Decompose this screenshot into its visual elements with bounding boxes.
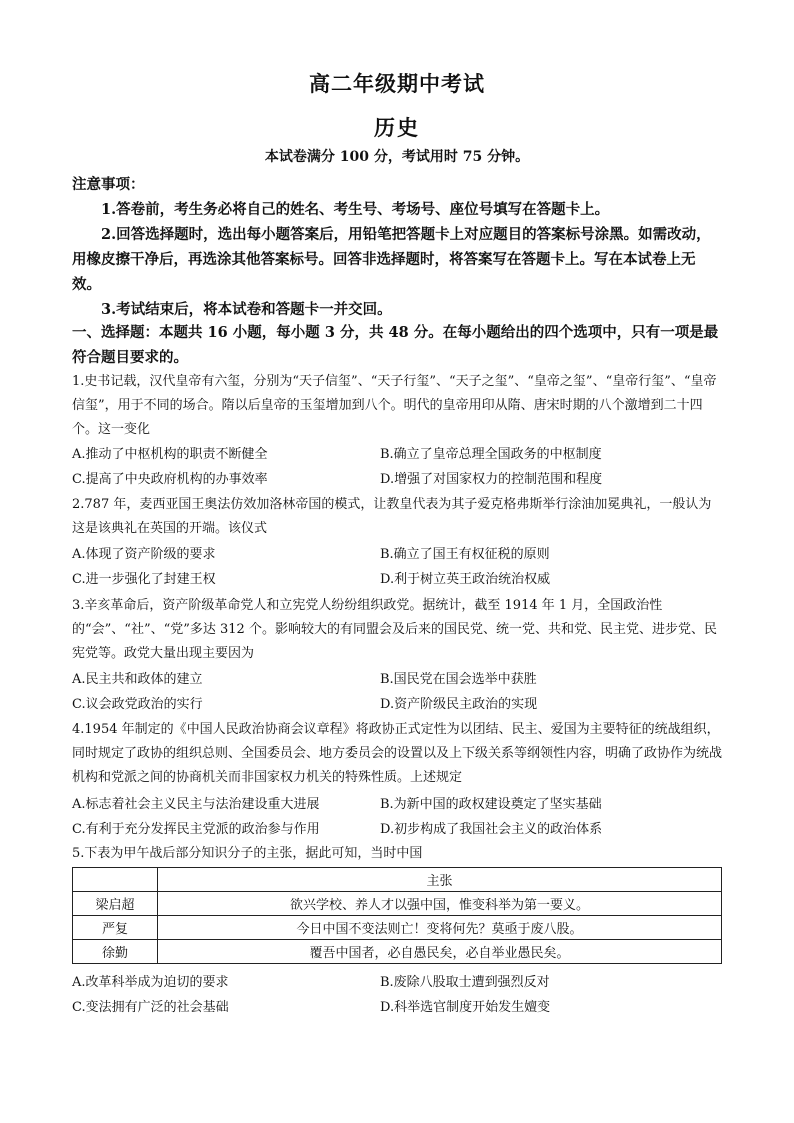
question-3-option-a: A.民主共和政体的建立 bbox=[72, 672, 203, 687]
table-cell-opinion: 今日中国不变法则亡！变将何先？莫亟于废八股。 bbox=[158, 916, 722, 940]
table-row bbox=[73, 916, 722, 940]
question-5-option-d: D.科举选官制度开始发生嬗变 bbox=[380, 1000, 551, 1015]
table-cell-person: 严复 bbox=[73, 916, 158, 940]
question-2-option-c: C.进一步强化了封建王权 bbox=[72, 572, 216, 587]
question-2-option-d: D.利于树立英王政治统治权威 bbox=[380, 572, 551, 587]
question-2-stem: 2.787 年，麦西亚国王奥法仿效加洛林帝国的模式，让教皇代表为其子爱克格弗斯举行涂油加冕典礼，一般认为这是该典礼在英国的开端。该仪式 bbox=[72, 497, 712, 536]
question-2-option-b: B.确立了国王有权征税的原则 bbox=[380, 547, 550, 562]
table-header-cell bbox=[73, 868, 158, 892]
question-5-stem: 5.下表为甲午战后部分知识分子的主张，据此可知，当时中国 bbox=[72, 846, 423, 861]
table-header-cell: 主张 bbox=[158, 868, 722, 892]
question-4-stem: 4.1954 年制定的《中国人民政治协商会议章程》将政协正式定性为以团结、民主、爱国为主要特征的统战组织，同时规定了政协的组织总则、全国委员会、地方委员会的设置以及上下级关系等纲领性内容，明确了政协作为统战机构和党派之间的协商机关而非国家权力机关的特殊性质。上述规定 bbox=[72, 722, 723, 785]
question-5-option-a: A.改革科举成为迫切的要求 bbox=[72, 975, 229, 990]
section-heading: 一、选择题：本题共 16 小题，每小题 3 分，共 48 分。在每小题给出的四个选项中，只有一项是最符合题目要求的。 bbox=[72, 324, 719, 366]
exam-info: 本试卷满分 100 分，考试用时 75 分钟。 bbox=[264, 149, 530, 165]
question-1-stem: 1.史书记载，汉代皇帝有六玺，分别为“天子信玺”、“天子行玺”、“天子之玺”、“皇帝之玺”、“皇帝行玺”、“皇帝信玺”，用于不同的场合。隋以后皇帝的玉玺增加到八个。明代的皇帝用印从隋、唐宋时期的八个激增到二十四个。这一变化 bbox=[72, 374, 717, 437]
question-2-option-a: A.体现了资产阶级的要求 bbox=[72, 547, 216, 562]
table-cell-opinion: 欲兴学校、养人才以强中国，惟变科举为第一要义。 bbox=[158, 892, 722, 916]
question-5-table bbox=[72, 867, 722, 964]
question-5-option-c: C.变法拥有广泛的社会基础 bbox=[72, 1000, 229, 1015]
table-row bbox=[73, 940, 722, 964]
notes-heading: 注意事项： bbox=[72, 176, 145, 193]
question-5-option-b: B.废除八股取士遭到强烈反对 bbox=[380, 975, 550, 990]
question-1-option-c: C.提高了中央政府机构的办事效率 bbox=[72, 472, 268, 487]
subject-title: 历史 bbox=[374, 115, 420, 140]
table-header-row bbox=[73, 868, 722, 892]
question-1-option-d: D.增强了对国家权力的控制范围和程度 bbox=[380, 472, 603, 487]
note-item-3: 3.考试结束后，将本试卷和答题卡一并交回。 bbox=[101, 301, 392, 318]
question-3-option-c: C.议会政党政治的实行 bbox=[72, 697, 203, 712]
note-item-1: 1.答卷前，考生务必将自己的姓名、考生号、考场号、座位号填写在答题卡上。 bbox=[101, 201, 610, 218]
question-1-option-a: A.推动了中枢机构的职责不断健全 bbox=[72, 447, 268, 462]
table-cell-person: 徐勤 bbox=[73, 940, 158, 964]
question-3-stem: 3.辛亥革命后，资产阶级革命党人和立宪党人纷纷组织政党。据统计，截至 1914 年 1 月，全国政治性的“会”、“社”、“党”多达 312 个。影响较大的有同盟会及后来的国民党、统一党、共和党、民主党、进步党、民宪党等。政党大量出现主要因为 bbox=[72, 598, 717, 661]
question-1-option-b: B.确立了皇帝总理全国政务的中枢制度 bbox=[380, 447, 602, 462]
table-cell-opinion: 覆吾中国者，必自愚民矣，必自举业愚民矣。 bbox=[158, 940, 722, 964]
question-4-option-a: A.标志着社会主义民主与法治建设重大进展 bbox=[72, 797, 320, 812]
note-item-2: 2.回答选择题时，选出每小题答案后，用铅笔把答题卡上对应题目的答案标号涂黑。如需改动，用橡皮擦干净后，再选涂其他答案标号。回答非选择题时，将答案写在答题卡上。写在本试卷上无效。 bbox=[72, 226, 711, 293]
question-3-option-b: B.国民党在国会选举中获胜 bbox=[380, 672, 537, 687]
table-cell-person: 梁启超 bbox=[73, 892, 158, 916]
question-3-option-d: D.资产阶级民主政治的实现 bbox=[380, 697, 538, 712]
question-4-option-b: B.为新中国的政权建设奠定了坚实基础 bbox=[380, 797, 602, 812]
question-4-option-d: D.初步构成了我国社会主义的政治体系 bbox=[380, 822, 603, 837]
exam-title: 高二年级期中考试 bbox=[309, 71, 485, 96]
question-4-option-c: C.有利于充分发挥民主党派的政治参与作用 bbox=[72, 822, 320, 837]
table-row bbox=[73, 892, 722, 916]
